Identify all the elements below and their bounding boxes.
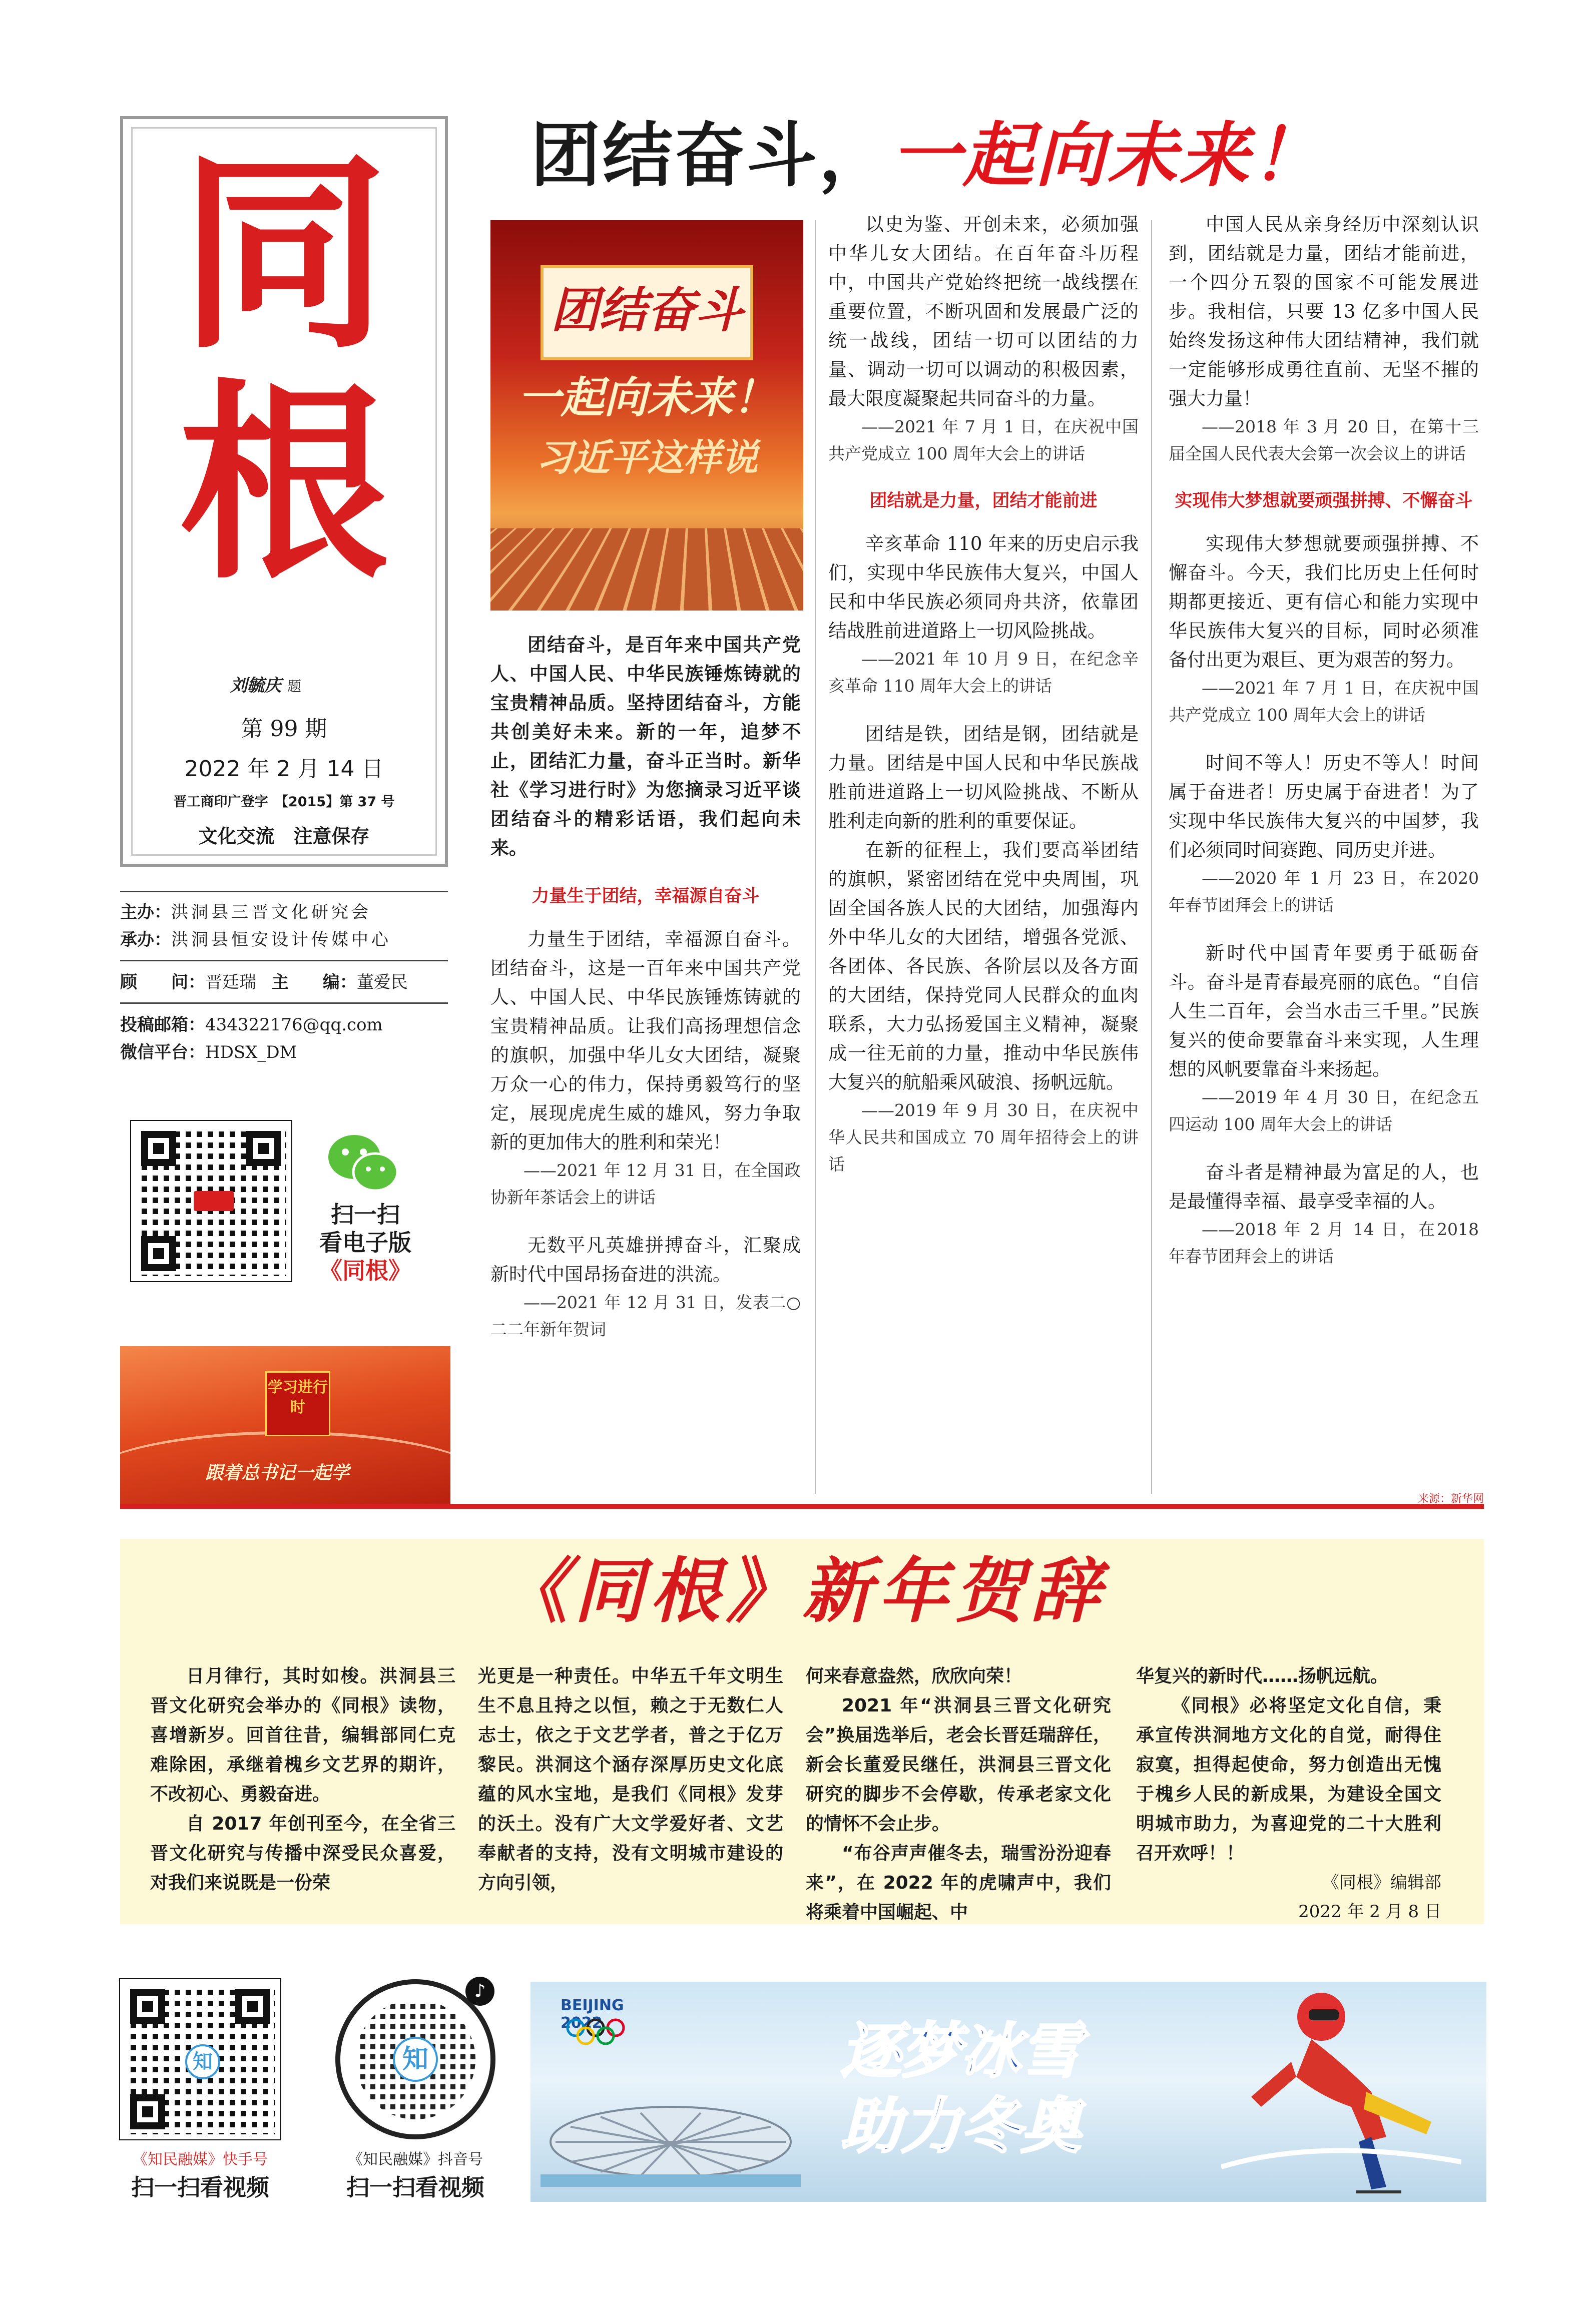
paragraph: 无数平凡英雄拼搏奋斗，汇聚成新时代中国昂扬奋进的洪流。 (490, 1235, 801, 1285)
issue-number: 第 99 期 (241, 716, 327, 742)
kuaishou-caption: 《知民融媒》快手号 (133, 2151, 268, 2168)
poster-image (490, 220, 803, 611)
organizer: 洪洞县恒安设计传媒中心 (171, 930, 391, 950)
speed-skater-icon (1221, 1987, 1461, 2197)
greeting-paragraph: 何来春意盎然，欣欣向荣！ (806, 1666, 1022, 1686)
sponsor-row (120, 898, 448, 923)
greeting-paragraph: 光更是一种责任。中华五千年文明生生不息且持之以恒，赖之于无数仁人志士，依之于文艺学者，普之于亿万黎民。洪洞这个涵存深厚历史文化底蕴的风水宝地，是我们《同根》发芽的沃土。没有广大文学爱好者、文艺奉献者的支持，没有文明城市建设的方向引领， (478, 1666, 783, 1893)
new-year-title: 《同根》新年贺辞 (497, 1550, 1107, 1632)
quote-source: ——2021 年 10 月 9 日，在纪念辛亥革命 110 周年大会上的讲话 (828, 649, 1139, 696)
greeting-column-3 (806, 1661, 1111, 1927)
quote-source: ——2021 年 7 月 1 日，在庆祝中国共产党成立 100 周年大会上的讲话 (828, 417, 1139, 463)
calligraphy-note: 题 (287, 678, 301, 695)
poster-line2: 一起向未来！ (517, 373, 776, 423)
calligrapher-name: 刘毓庆 (230, 676, 281, 696)
paragraph: 辛亥革命 110 年来的历史启示我们，实现中华民族伟大复兴，中国人民和中华民族必须同舟共济，依靠团结战胜前进道路上一切风险挑战。 (828, 533, 1139, 642)
issue-date: 2022 年 2 月 14 日 (184, 756, 384, 782)
xuexi-slogan: 跟着总书记一起学 (205, 1463, 350, 1483)
banner-slogan-line1: 逐梦冰雪 (841, 2017, 1081, 2086)
subheading-3: 实现伟大梦想就要顽强拼搏、不懈奋斗 (1175, 491, 1473, 511)
quote-source: ——2019 年 4 月 30 日，在纪念五四运动 100 周年大会上的讲话 (1169, 1087, 1479, 1134)
quote-source: ——2021 年 12 月 31 日，在全国政协新年茶话会上的讲话 (490, 1161, 801, 1207)
poster-running-track (490, 528, 803, 611)
paragraph: 新时代中国青年要勇于砥砺奋斗。奋斗是青春最亮丽的底色。“自信人生二百年，会当水击三千里。”民族复兴的使命要靠奋斗来实现，人生理想的风帆要靠奋斗来扬起。 (1169, 942, 1479, 1080)
motto: 文化交流 注意保存 (198, 825, 370, 847)
greeting-signer: 《同根》编辑部 (1322, 1873, 1441, 1893)
article-lead: 团结奋斗，是百年来中国共产党人、中国人民、中华民族锤炼铸就的宝贵精神品质。坚持团结奋斗，方能共创美好未来。新的一年，追梦不止，团结汇力量，奋斗正当时。新华社《学习进行时》为您摘录习近平谈团结奋斗的精彩话语，我们起向未来。 (490, 634, 801, 859)
staff-row (120, 968, 448, 993)
greeting-column-4 (1136, 1661, 1441, 1926)
editor: 董爱民 (356, 972, 408, 992)
article-column-3 (1169, 210, 1479, 1270)
greeting-column-2 (478, 1661, 783, 1898)
qr-caption-line2: 看电子版 (319, 1229, 411, 1256)
kuaishou-scan: 扫一扫看视频 (131, 2174, 269, 2201)
subheading-2: 团结就是力量，团结才能前进 (869, 491, 1098, 511)
greeting-paragraph: 2021 年“洪洞县三晋文化研究会”换届选举后，老会长晋廷瑞辞任，新会长董爱民继任，洪洞县三晋文化研究的脚步不会停歇，传承老家文化的情怀不会止步。 (806, 1695, 1111, 1834)
email: 434322176@qq.com (205, 1015, 383, 1035)
paragraph: 在新的征程上，我们要高举团结的旗帜，紧密团结在党中央周围，巩固全国各族人民的大团结，加强海内外中华儿女的大团结，增强各党派、各团体、各民族、各阶层以及各方面的大团结，保持党同人民群众的血肉联系，大力弘扬爱国主义精神，凝聚成一往无前的力量，推动中华民族伟大复兴的航船乘风破浪、扬帆远航。 (828, 839, 1139, 1093)
quote-source: ——2021 年 12 月 31 日，发表二○二二年新年贺词 (490, 1293, 801, 1339)
winter-olympics-banner (530, 1982, 1486, 2202)
beijing-2022-logo: BEIJING 2022 (561, 1997, 624, 2032)
paragraph: 以史为鉴、开创未来，必须加强中华儿女大团结。在百年奋斗历程中，中国共产党始终把统一战线摆在重要位置，不断巩固和发展最广泛的统一战线，团结一切可以团结的力量、调动一切可以调动的积极因素，最大限度凝聚起共同奋斗的力量。 (828, 214, 1139, 409)
greeting-date: 2022 年 2 月 8 日 (1298, 1902, 1441, 1922)
banner-slogan-line2: 助力冬奥 (841, 2092, 1081, 2161)
article-column-1 (490, 631, 801, 1363)
qr-code-epaper[interactable] (131, 1121, 291, 1281)
sponsor: 洪洞县三晋文化研究会 (171, 902, 371, 922)
paragraph: 奋斗者是精神最为富足的人，也是最懂得幸福、最享受幸福的人。 (1169, 1162, 1479, 1212)
article-column-2 (828, 210, 1139, 1178)
paragraph: 团结是铁，团结是钢，团结就是力量。团结是中国人民和中华民族战胜前进道路上一切风险挑战、不断从胜利走向新的胜利的重要保证。 (828, 723, 1139, 832)
wechat-id: HDSX_DM (205, 1042, 297, 1062)
xuexi-logo: 学习进行时 (265, 1371, 330, 1436)
greeting-column-1 (150, 1661, 455, 1898)
license-number: 晋工商印广登字 【2015】第 37 号 (173, 794, 395, 810)
greeting-paragraph: 《同根》必将坚定文化自信，秉承宣传洪洞地方文化的自觉，耐得住寂寞，担得起使命，努力创造出无愧于槐乡人民的新成果，为建设全国文明城市助力，为喜迎党的二十大胜利召开欢呼！！ (1136, 1695, 1441, 1864)
poster-line3: 习近平这样说 (536, 436, 758, 479)
section-divider (120, 1504, 1484, 1509)
greeting-paragraph: 华复兴的新时代……扬帆远航。 (1136, 1666, 1389, 1686)
headline-part1: 团结奋斗， (530, 115, 891, 197)
info-divider (120, 1002, 448, 1004)
paragraph: 力量生于团结，幸福源自奋斗。团结奋斗，这是一百年来中国共产党人、中国人民、中华民族锤炼铸就的宝贵精神品质。让我们高扬理想信念的旗帜，加强中华儿女大团结，凝聚万众一心的伟力，保持勇毅笃行的坚定，展现虎虎生威的雄风，努力争取新的更加伟大的胜利和荣光！ (490, 928, 801, 1153)
greeting-paragraph: 日月律行，其时如梭。洪洞县三晋文化研究会举办的《同根》读物，喜增新岁。回首往昔，编辑部同仁克难除困，承继着槐乡文艺界的期许，不改初心、勇毅奋进。 (150, 1666, 455, 1805)
kuaishou-badge: 知 (185, 2044, 220, 2079)
email-label: 投稿邮箱： (120, 1015, 205, 1035)
sponsor-label: 主办： (120, 902, 171, 922)
xuexi-banner[interactable] (120, 1346, 450, 1506)
masthead-title-bottom: 根 (179, 363, 389, 608)
subheading-1: 力量生于团结，幸福源自奋斗 (531, 886, 760, 906)
headline-part2: 一起向未来！ (891, 115, 1324, 197)
quote-source: ——2019 年 9 月 30 日，在庆祝中华人民共和国成立 70 周年招待会上的讲话 (828, 1100, 1139, 1174)
douyin-icon: ♪ (465, 1977, 494, 2006)
article-source: 来源：新华网 (1417, 1493, 1484, 1505)
advisor-label: 顾 问： (120, 972, 205, 992)
masthead-title-top: 同 (179, 133, 389, 377)
info-divider (120, 960, 448, 961)
column-divider (815, 220, 816, 1494)
main-headline (530, 116, 1323, 196)
qr-caption-line3: 《同根》 (319, 1257, 411, 1284)
quote-source: ——2021 年 7 月 1 日，在庆祝中国共产党成立 100 周年大会上的讲话 (1169, 678, 1479, 725)
qr-caption-line1: 扫一扫 (331, 1201, 400, 1228)
greeting-signature (1136, 1868, 1441, 1926)
wechat-row (120, 1038, 448, 1063)
email-row (120, 1011, 448, 1035)
advisor: 晋廷瑞 (205, 972, 256, 992)
poster-line1: 团结奋斗 (551, 282, 743, 338)
wechat-label: 微信平台： (120, 1042, 205, 1062)
douyin-badge: 知 (393, 2037, 438, 2082)
paragraph: 时间不等人！历史不等人！时间属于奋进者！历史属于奋进者！为了实现中华民族伟大复兴的中国梦，我们必须同时间赛跑、同历史并进。 (1169, 752, 1479, 861)
editor-label: 主 编： (271, 972, 357, 992)
wechat-icon (325, 1131, 400, 1196)
info-divider (120, 891, 448, 892)
douyin-scan: 扫一扫看视频 (346, 2174, 484, 2201)
qr-code-kuaishou[interactable] (120, 1979, 280, 2139)
quote-source: ——2020 年 1 月 23 日，在2020 年春节团拜会上的讲话 (1169, 868, 1479, 915)
column-divider (1151, 220, 1152, 1494)
birds-nest-stadium-icon (541, 2077, 801, 2187)
quote-source: ——2018 年 3 月 20 日，在第十三届全国人民代表大会第一次会议上的讲话 (1169, 417, 1479, 463)
calligrapher-signature (230, 672, 301, 696)
organizer-row (120, 926, 448, 950)
greeting-paragraph: “布谷声声催冬去，瑞雪汾汾迎春来”，在 2022 年的虎啸声中，我们将乘着中国崛起、中 (806, 1843, 1111, 1923)
paragraph: 中国人民从亲身经历中深刻认识到，团结就是力量，团结才能前进，一个四分五裂的国家不可能发展进步。我相信，只要 13 亿多中国人民始终发扬这种伟大团结精神，我们就一定能够形成勇往直前、无坚不摧的强大力量！ (1169, 214, 1479, 409)
douyin-caption: 《知民融媒》抖音号 (348, 2151, 483, 2168)
quote-source: ——2018 年 2 月 14 日，在2018 年春节团拜会上的讲话 (1169, 1220, 1479, 1266)
olympic-rings-icon (561, 2017, 651, 2047)
paragraph: 实现伟大梦想就要顽强拼搏、不懈奋斗。今天，我们比历史上任何时期都更接近、更有信心和能力实现中华民族伟大复兴的目标，同时必须准备付出更为艰巨、更为艰苦的努力。 (1169, 533, 1479, 671)
organizer-label: 承办： (120, 930, 171, 950)
greeting-paragraph: 自 2017 年创刊至今，在全省三晋文化研究与传播中深受民众喜爱，对我们来说既是一份荣 (150, 1814, 455, 1893)
